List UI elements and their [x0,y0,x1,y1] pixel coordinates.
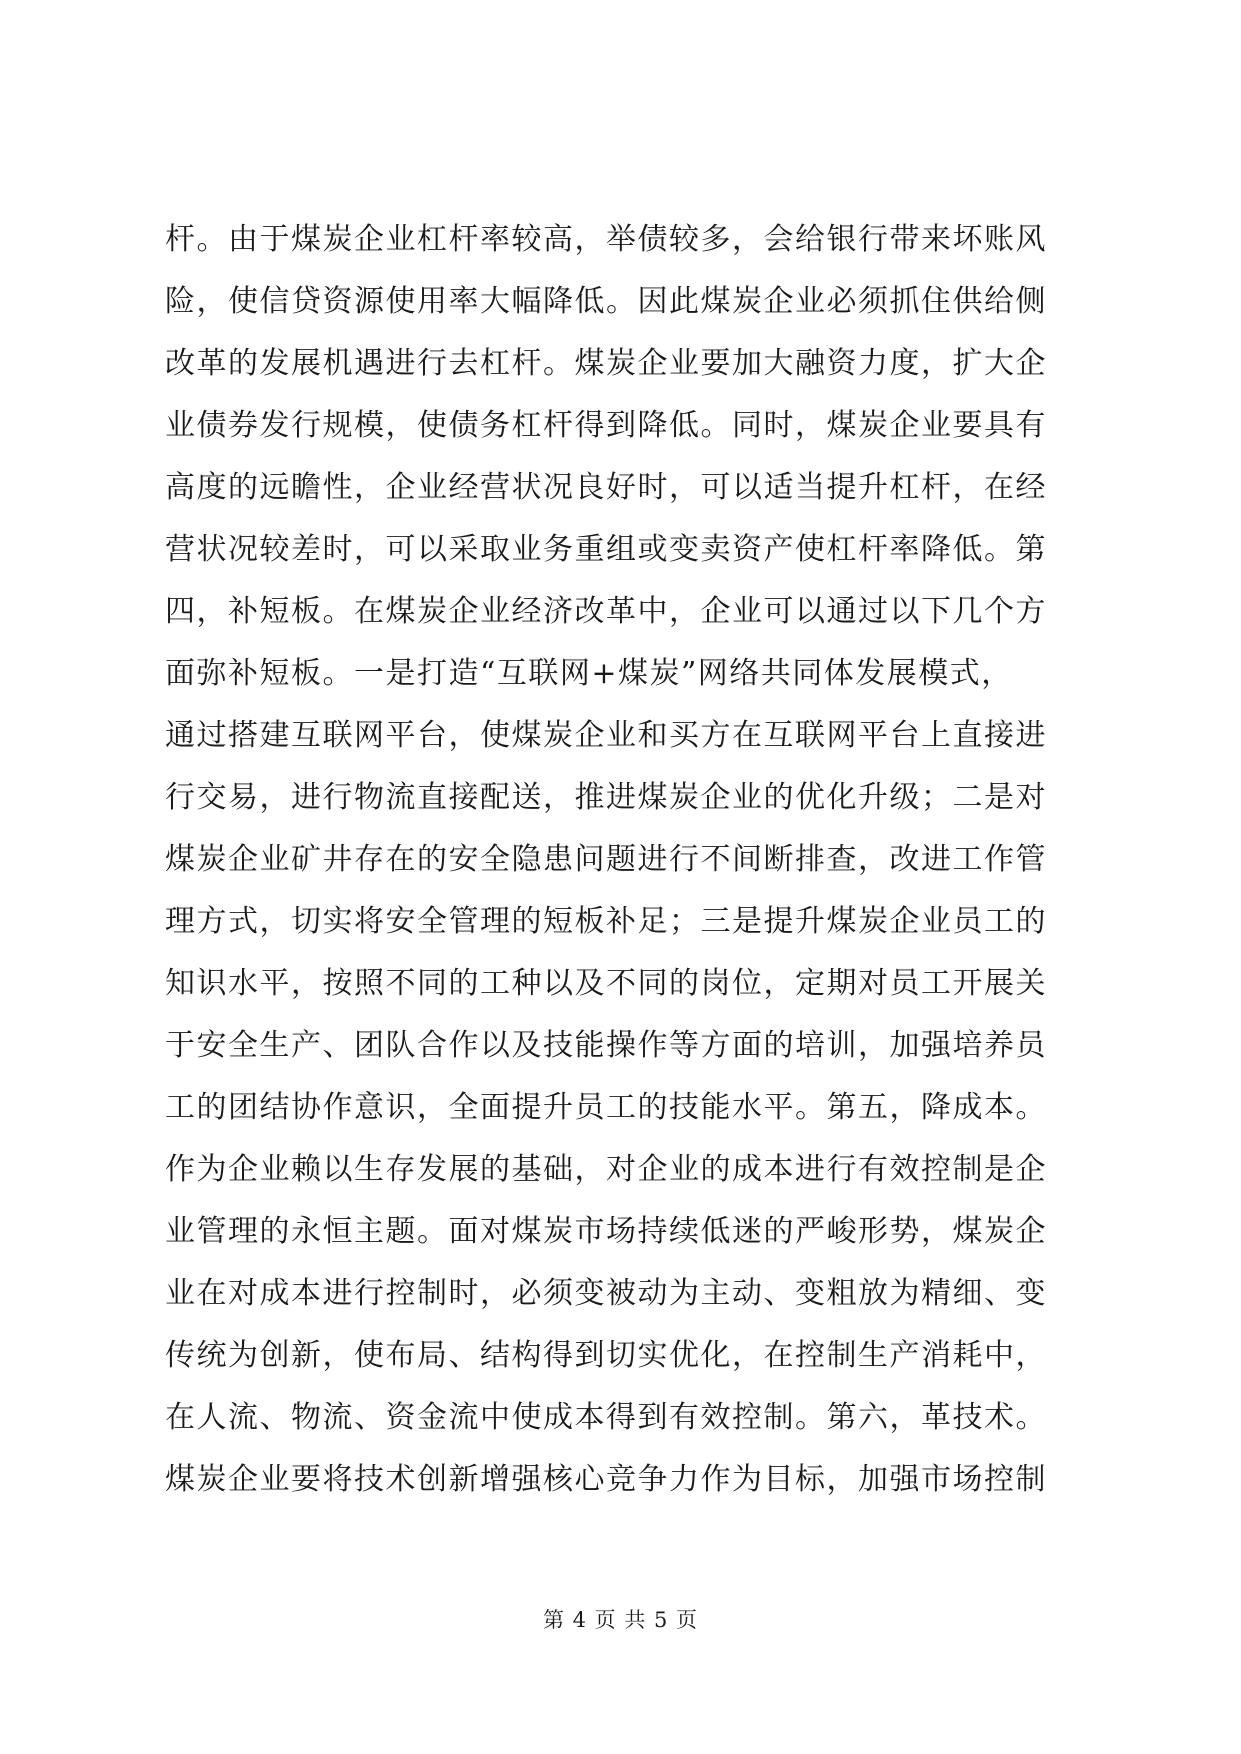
text-line: 业在对成本进行控制时，必须变被动为主动、变粗放为精细、变 [165,1276,1047,1311]
text-line: 四，补短板。在煤炭企业经济改革中，企业可以通过以下几个方 [165,594,1047,629]
body-text [165,209,1085,1511]
text-line: 在人流、物流、资金流中使成本得到有效控制。第六，革技术。 [165,1400,1047,1435]
text-line: 改革的发展机遇进行去杠杆。煤炭企业要加大融资力度，扩大企 [165,346,1047,381]
text-line: 通过搭建互联网平台，使煤炭企业和买方在互联网平台上直接进 [165,718,1047,753]
text-line: 面弥补短板。一是打造“互联网+煤炭”网络共同体发展模式， [165,656,1013,691]
text-line: 煤炭企业矿井存在的安全隐患问题进行不间断排查，改进工作管 [165,842,1047,877]
text-line: 高度的远瞻性，企业经营状况良好时，可以适当提升杠杆，在经 [165,470,1047,505]
text-line: 煤炭企业要将技术创新增强核心竞争力作为目标，加强市场控制 [165,1462,1047,1497]
text-line: 理方式，切实将安全管理的短板补足；三是提升煤炭企业员工的 [165,904,1047,939]
text-line: 传统为创新，使布局、结构得到切实优化，在控制生产消耗中， [165,1338,1047,1373]
text-line: 杆。由于煤炭企业杠杆率较高，举债较多，会给银行带来坏账风 [165,222,1047,257]
text-line: 业债券发行规模，使债务杠杆得到降低。同时，煤炭企业要具有 [165,408,1047,443]
text-line: 作为企业赖以生存发展的基础，对企业的成本进行有效控制是企 [165,1152,1047,1187]
text-line: 行交易，进行物流直接配送，推进煤炭企业的优化升级；二是对 [165,780,1047,815]
page-number-footer: 第 4 页 共 5 页 [542,1608,699,1632]
text-line: 业管理的永恒主题。面对煤炭市场持续低迷的严峻形势，煤炭企 [165,1214,1047,1249]
text-line: 险，使信贷资源使用率大幅降低。因此煤炭企业必须抓住供给侧 [165,284,1047,319]
text-line: 工的团结协作意识，全面提升员工的技能水平。第五，降成本。 [165,1090,1047,1125]
text-line: 营状况较差时，可以采取业务重组或变卖资产使杠杆率降低。第 [165,532,1047,567]
text-line: 于安全生产、团队合作以及技能操作等方面的培训，加强培养员 [165,1028,1047,1063]
text-line: 知识水平，按照不同的工种以及不同的岗位，定期对员工开展关 [165,966,1047,1001]
